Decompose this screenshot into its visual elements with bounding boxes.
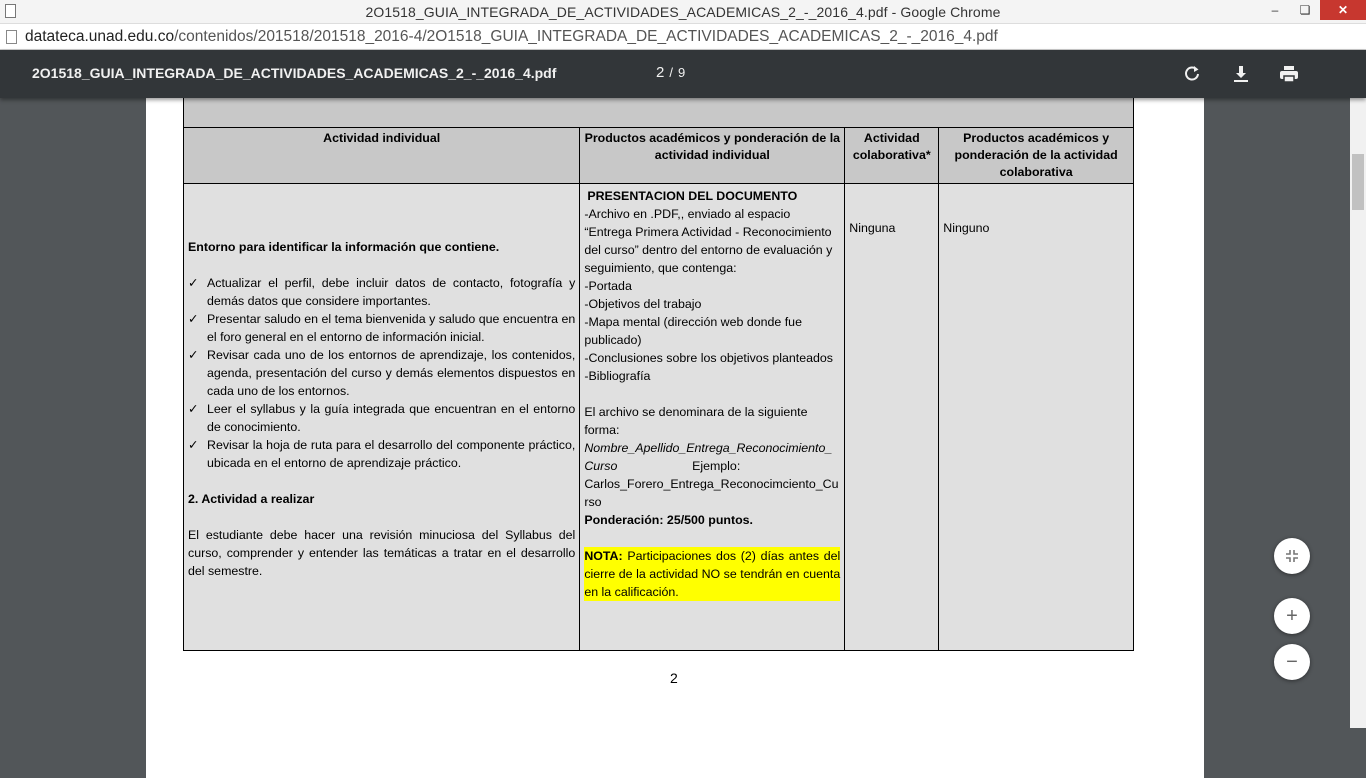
list-item: ✓ Actualizar el perfil, debe incluir datos de contacto, fotografía y demás datos que considere importantes.	[188, 276, 576, 308]
fit-icon	[1285, 549, 1299, 563]
check-icon: ✓	[188, 312, 199, 326]
window-title-bar	[0, 0, 1366, 24]
current-page-input[interactable]: 2	[656, 64, 665, 81]
scroll-thumb[interactable]	[1352, 154, 1364, 210]
individual-checklist	[188, 274, 575, 472]
rotate-icon[interactable]	[1180, 62, 1204, 86]
header-collaborative: Actividad colaborativa*	[845, 128, 939, 184]
products-individual-cell	[580, 184, 845, 651]
header-products-collaborative: Productos académicos y ponderación de la actividad colaborativa	[939, 128, 1134, 184]
zoom-in-button[interactable]: +	[1274, 598, 1310, 634]
document-icon	[5, 4, 16, 18]
page-icon	[6, 30, 17, 44]
products-line: -Objetivos del trabajo	[584, 297, 702, 311]
products-title: PRESENTACION DEL DOCUMENTO	[587, 189, 798, 203]
products-line: -Conclusiones sobre los objetivos planteados	[584, 351, 833, 365]
list-item: ✓ Revisar la hoja de ruta para el desarrollo del componente práctico, ubicada en el entorno de aprendizaje práctico.	[188, 438, 576, 470]
window-controls	[1260, 0, 1366, 20]
individual-cell	[184, 184, 580, 651]
list-item: ✓ Revisar cada uno de los entornos de aprendizaje, los contenidos, agenda, presentación del curso y demás elementos dispuestos en cada uno de los entornos.	[188, 348, 576, 398]
header-products-individual: Productos académicos y ponderación de la actividad individual	[580, 128, 845, 184]
products-line: -Portada	[584, 279, 632, 293]
activity-title: 2. Actividad a realizar	[188, 492, 315, 506]
url-host: datateca.unad.edu.co	[25, 27, 175, 45]
activities-table	[183, 78, 1134, 651]
page-separator: /	[669, 65, 673, 80]
example-label: Ejemplo:	[692, 459, 741, 473]
products-line: -Mapa mental (dirección web donde fue publicado)	[584, 315, 802, 347]
individual-heading: Entorno para identificar la información que contiene.	[188, 240, 500, 254]
window-title: 2O1518_GUIA_INTEGRADA_DE_ACTIVIDADES_ACADEMICAS_2_-_2016_4.pdf - Google Chrome	[365, 3, 1001, 20]
list-item: ✓ Presentar saludo en el tema bienvenida y saludo que encuentra en el foro general en el entorno de información inicial.	[188, 312, 576, 344]
page-number: 2	[670, 670, 678, 686]
total-pages: 9	[677, 65, 686, 80]
minimize-button[interactable]: –	[1271, 3, 1279, 17]
products-line: -Archivo en .PDF,, enviado al espacio “Entrega Primera Actividad - Reconocimiento del curso” dentro del entorno de evaluación y seguimiento, que contenga:	[584, 207, 833, 275]
address-bar[interactable]	[0, 24, 1366, 50]
scrollbar[interactable]	[1350, 50, 1366, 728]
products-line: -Bibliografía	[584, 369, 651, 383]
restore-button[interactable]: ❏	[1299, 3, 1311, 17]
activity-text: El estudiante debe hacer una revisión minuciosa del Syllabus del curso, comprender y entender las temáticas a tratar en el desarrollo del semestre.	[188, 528, 576, 578]
note	[584, 547, 840, 601]
close-button[interactable]: ✕	[1320, 0, 1366, 20]
table-row	[184, 184, 1134, 651]
naming-example: Carlos_Forero_Entrega_Reconocimciento_Curso	[584, 477, 839, 509]
check-icon: ✓	[188, 402, 199, 416]
naming-pattern: Nombre_Apellido_Entrega_Reconocimiento_Curso	[584, 441, 833, 473]
check-icon: ✓	[188, 276, 199, 290]
list-item: ✓ Leer el syllabus y la guía integrada que encuentran en el entorno de conocimiento.	[188, 402, 576, 434]
weighting: Ponderación: 25/500 puntos.	[584, 513, 754, 527]
url-path: /contenidos/201518/201518_2016-4/2O1518_GUIA_INTEGRADA_DE_ACTIVIDADES_ACADEMICAS_2_-_2016_4.pdf	[174, 27, 998, 45]
note-label: NOTA:	[584, 549, 623, 563]
header-individual: Actividad individual	[184, 128, 580, 184]
note-text: Participaciones dos (2) días antes del cierre de la actividad NO se tendrán en cuenta en la calificación.	[584, 549, 841, 599]
products-collaborative-cell: Ninguno	[939, 184, 1134, 651]
check-icon: ✓	[188, 438, 199, 452]
page-indicator	[656, 64, 685, 81]
fit-to-page-button[interactable]	[1274, 538, 1310, 574]
zoom-out-button[interactable]: −	[1274, 644, 1310, 680]
print-icon[interactable]	[1277, 62, 1301, 86]
pdf-filename: 2O1518_GUIA_INTEGRADA_DE_ACTIVIDADES_ACADEMICAS_2_-_2016_4.pdf	[32, 65, 557, 81]
pdf-toolbar	[0, 50, 1366, 98]
pdf-viewer[interactable]	[0, 98, 1350, 728]
download-icon[interactable]	[1229, 62, 1253, 86]
naming-intro: El archivo se denominara de la siguiente forma:	[584, 405, 808, 437]
pdf-page	[146, 78, 1204, 778]
check-icon: ✓	[188, 348, 199, 362]
collaborative-cell: Ninguna	[845, 184, 939, 651]
table-header-row	[184, 128, 1134, 184]
